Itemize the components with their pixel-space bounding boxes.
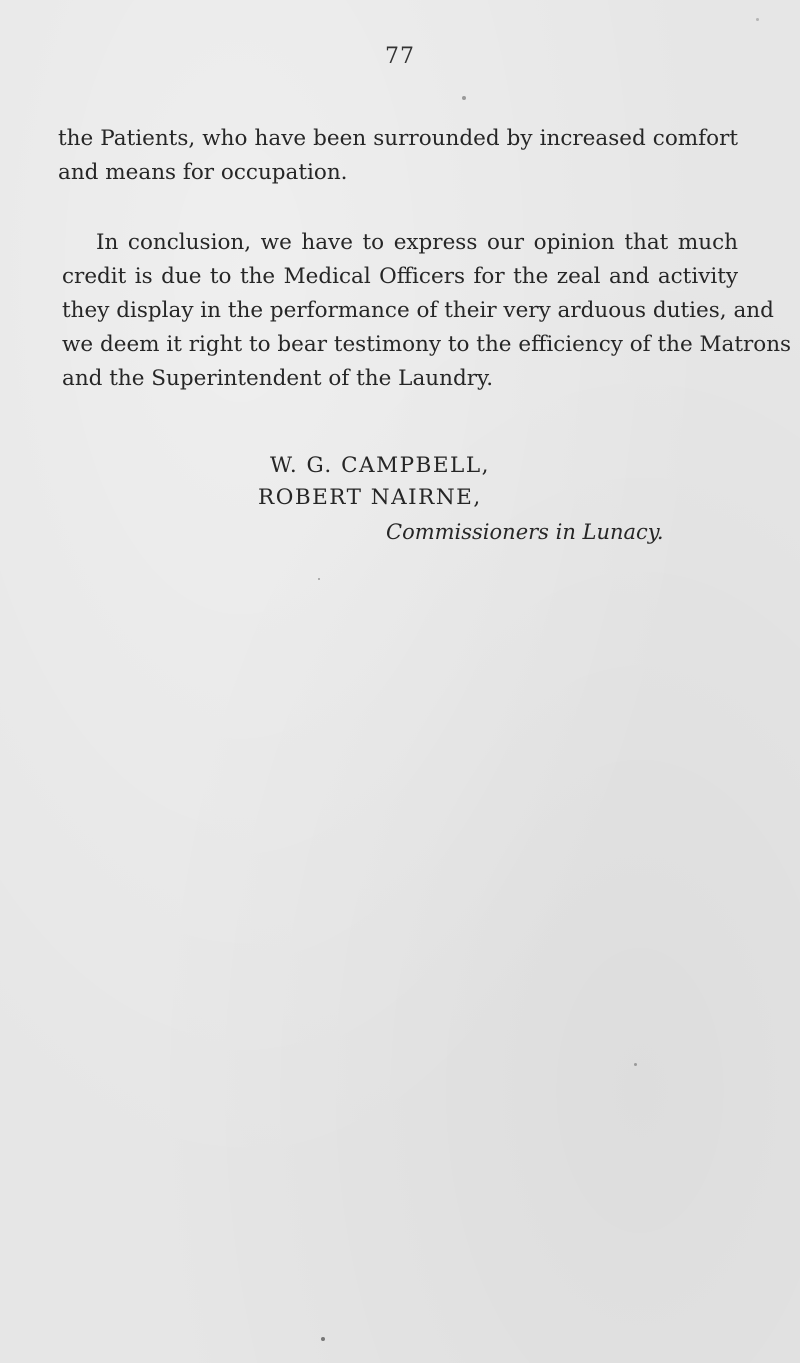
paragraph-continuation xyxy=(58,122,738,190)
page-number: 77 xyxy=(385,44,415,69)
text-line: credit is due to the Medical Officers for the zeal and activity xyxy=(62,264,738,289)
paragraph-conclusion xyxy=(62,226,792,396)
paper-speck xyxy=(634,1063,637,1066)
paper-speck xyxy=(318,578,320,580)
signatory-name: W. G. CAMPBELL, xyxy=(270,453,490,478)
text-line: we deem it right to bear testimony to the efficiency of the Matrons xyxy=(62,332,792,357)
paper-speck xyxy=(756,18,759,21)
signatory-name: ROBERT NAIRNE, xyxy=(258,485,482,510)
paper-speck xyxy=(462,96,466,100)
paper-speck xyxy=(321,1337,325,1341)
text-line: and means for occupation. xyxy=(58,160,348,185)
text-line: In conclusion, we have to express our opinion that much xyxy=(96,230,738,255)
text-line: and the Superintendent of the Laundry. xyxy=(62,366,494,391)
text-line: the Patients, who have been surrounded by increased comfort xyxy=(58,126,738,151)
signatory-title: Commissioners in Lunacy. xyxy=(386,520,664,544)
text-line: they display in the performance of their very arduous duties, and xyxy=(62,298,774,323)
